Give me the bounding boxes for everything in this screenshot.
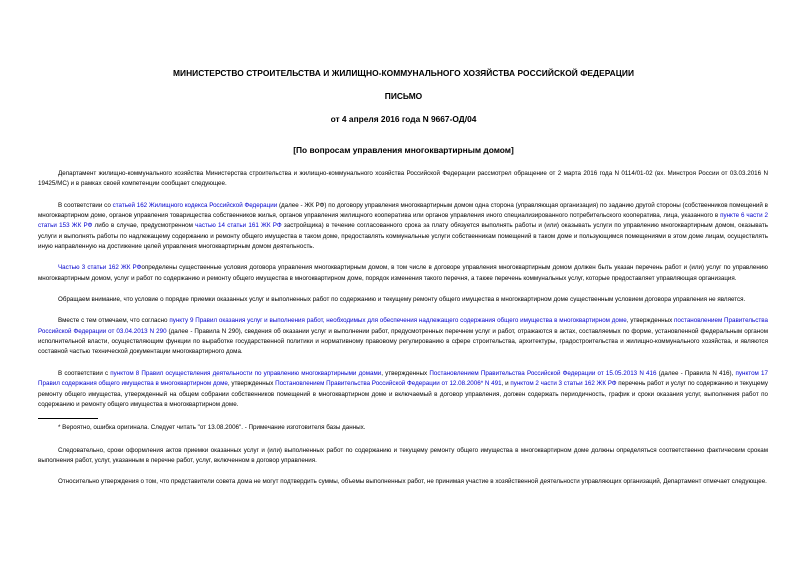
text-span: (далее - ЖК РФ) по договору управления многоквартирным домом одна сторона (управляющая организация) по заданию другой стороны (собственников помещений в многоквартирном доме, органов управления товарищества собственников жилья, органов управления жилищного кооператива или органов управления иного специализированного потребительского кооператива, лица, указанного в: [38, 201, 768, 220]
document-date-number: от 4 апреля 2016 года N 9667-ОД/04: [330, 114, 477, 124]
link-ch14-art161[interactable]: частью 14 статьи 161 ЖК РФ: [195, 222, 282, 230]
link-art-162-zhk[interactable]: статьей 162 Жилищного кодекса Российской Федерации: [112, 201, 278, 209]
footnote: [38, 418, 768, 433]
link-p6-ch2-art153[interactable]: пункте 6 части 2 статьи 153 ЖК РФ: [38, 212, 768, 230]
paragraph-3: [38, 263, 768, 284]
document-subject: [По вопросам управления многоквартирным домом]: [293, 145, 514, 155]
paragraph-1: Департамент жилищно-коммунального хозяйства Министерства строительства и жилищно-коммунального хозяйства Российской Федерации рассмотрел обращение от 2 марта 2016 года N 0114/01-02 (вх. Минстроя России от 03.03.2016 N 19425/МС) и в рамках своей компетенции сообщает следующее.: [38, 170, 768, 188]
link-resolution-290[interactable]: постановлением Правительства Российской Федерации от 03.04.2013 N 290: [38, 317, 768, 335]
link-ch3-art162[interactable]: Частью 3 статьи 162 ЖК РФ: [58, 264, 142, 272]
link-p17-rules-491[interactable]: пунктом 17 Правил содержания общего имущества в многоквартирном доме: [38, 369, 768, 388]
text-span: либо в случае, предусмотренном: [92, 222, 196, 230]
link-p2-ch3-art162[interactable]: пунктом 2 части 3 статьи 162 ЖК РФ: [510, 380, 617, 388]
text-span: застройщика) в течение согласованного срока за плату обязуется выполнять работы и (или) оказывать услуги по управлению многоквартирным домом, оказывать услуги и выполнять работы по надлежащему содержанию и ремонту общего имущества в таком доме, предоставлять коммунальные услуги собственникам помещений в таком доме и пользующимся помещениями в этом доме лицам, осуществлять иную направленную на достижение целей управления многоквартирным домом деятельность.: [38, 222, 768, 251]
text-span: , утвержденных: [381, 369, 430, 377]
footnote-divider: [38, 418, 98, 419]
text-span: , утвержденных: [626, 317, 675, 325]
document-body: [38, 169, 768, 499]
paragraph-4: Обращаем внимание, что условие о порядке приемки оказанных услуг и выполненных работ по содержанию и текущему ремонту общего имущества в многоквартирном доме существенным условием договора управления не является.: [58, 296, 746, 304]
link-p9-rules-290[interactable]: пункту 9 Правил оказания услуг и выполнения работ, необходимых для обеспечения надлежащего содержания общего имущества в многоквартирном доме: [169, 317, 627, 325]
footnote-text: * Вероятно, ошибка оригинала. Следует читать "от 13.08.2006". - Примечание изготовителя базы данных.: [58, 424, 366, 432]
ministry-title: МИНИСТЕРСТВО СТРОИТЕЛЬСТВА И ЖИЛИЩНО-КОММУНАЛЬНОГО ХОЗЯЙСТВА РОССИЙСКОЙ ФЕДЕРАЦИИ: [172, 68, 635, 78]
paragraph-8: Относительно утверждения о том, что представители совета дома не могут подтвердить суммы, объемы выполненных работ, не принимая участие в хозяйственной деятельности управляющих организаций, Департамент отмечает следующее.: [58, 478, 767, 486]
paragraph-2: [38, 201, 768, 253]
link-p8-rules-416[interactable]: пунктом 8 Правил осуществления деятельности по управлению многоквартирными домами: [110, 369, 382, 377]
text-span: (далее - Правила N 416),: [656, 369, 736, 377]
link-resolution-416[interactable]: Постановлением Правительства Российской Федерации от 15.05.2013 N 416: [429, 369, 657, 377]
text-span: определены существенные условия договора управления многоквартирным домом, в том числе в договоре управления многоквартирным домом должен быть указан перечень работ и (или) услуг по управлению многоквартирным домом, услуг и работ по содержанию и ремонту общего имущества в многоквартирном доме, порядок изменения такого перечня, а также перечень коммунальных услуг, которые предоставляет управляющая организация.: [38, 264, 768, 282]
text-span: Вместе с тем отмечаем, что согласно: [58, 317, 170, 325]
document-type: ПИСЬМО: [384, 91, 423, 101]
link-resolution-491[interactable]: Постановлением Правительства Российской Федерации от 12.08.2006* N 491: [275, 380, 502, 388]
text-span: , утвержденных: [227, 380, 276, 388]
paragraph-5: [38, 316, 768, 357]
text-span: В соответствии со: [58, 201, 113, 209]
text-span: (далее - Правила N 290), сведения об оказании услуг и выполнении работ, предусмотренных перечнем услуг и работ, отражаются в актах, составляемых по форме, установленной федеральным органом исполнительной власти, осуществляющим функции по выработке государственной политики и нормативному правовому регулированию в сфере строительства, архитектуры, градостроительства и жилищно-коммунального хозяйства, и являются составной частью технической документации многоквартирного дома.: [38, 327, 768, 356]
text-span: , и: [501, 380, 511, 388]
paragraph-6: [38, 369, 768, 410]
text-span: В соответствии с: [58, 369, 111, 377]
text-span: перечень работ и услуг по содержанию и текущему ремонту общего имущества, утвержденный на общем собрании собственников помещений в многоквартирном доме и включаемый в договор управления, должен содержать периодичность, график и сроки оказания услуг, выполнения работ по содержанию и ремонту общего имущества в многоквартирном доме.: [38, 380, 768, 408]
paragraph-7: Следовательно, сроки оформления актов приемки оказанных услуг и (или) выполненных работ по содержанию и текущему ремонту общего имущества в многоквартирном доме должны определяться соответственно фактическим срокам выполнения работ, услуг, указанным в перечне работ, услуг, включенном в договор управления.: [38, 446, 768, 464]
